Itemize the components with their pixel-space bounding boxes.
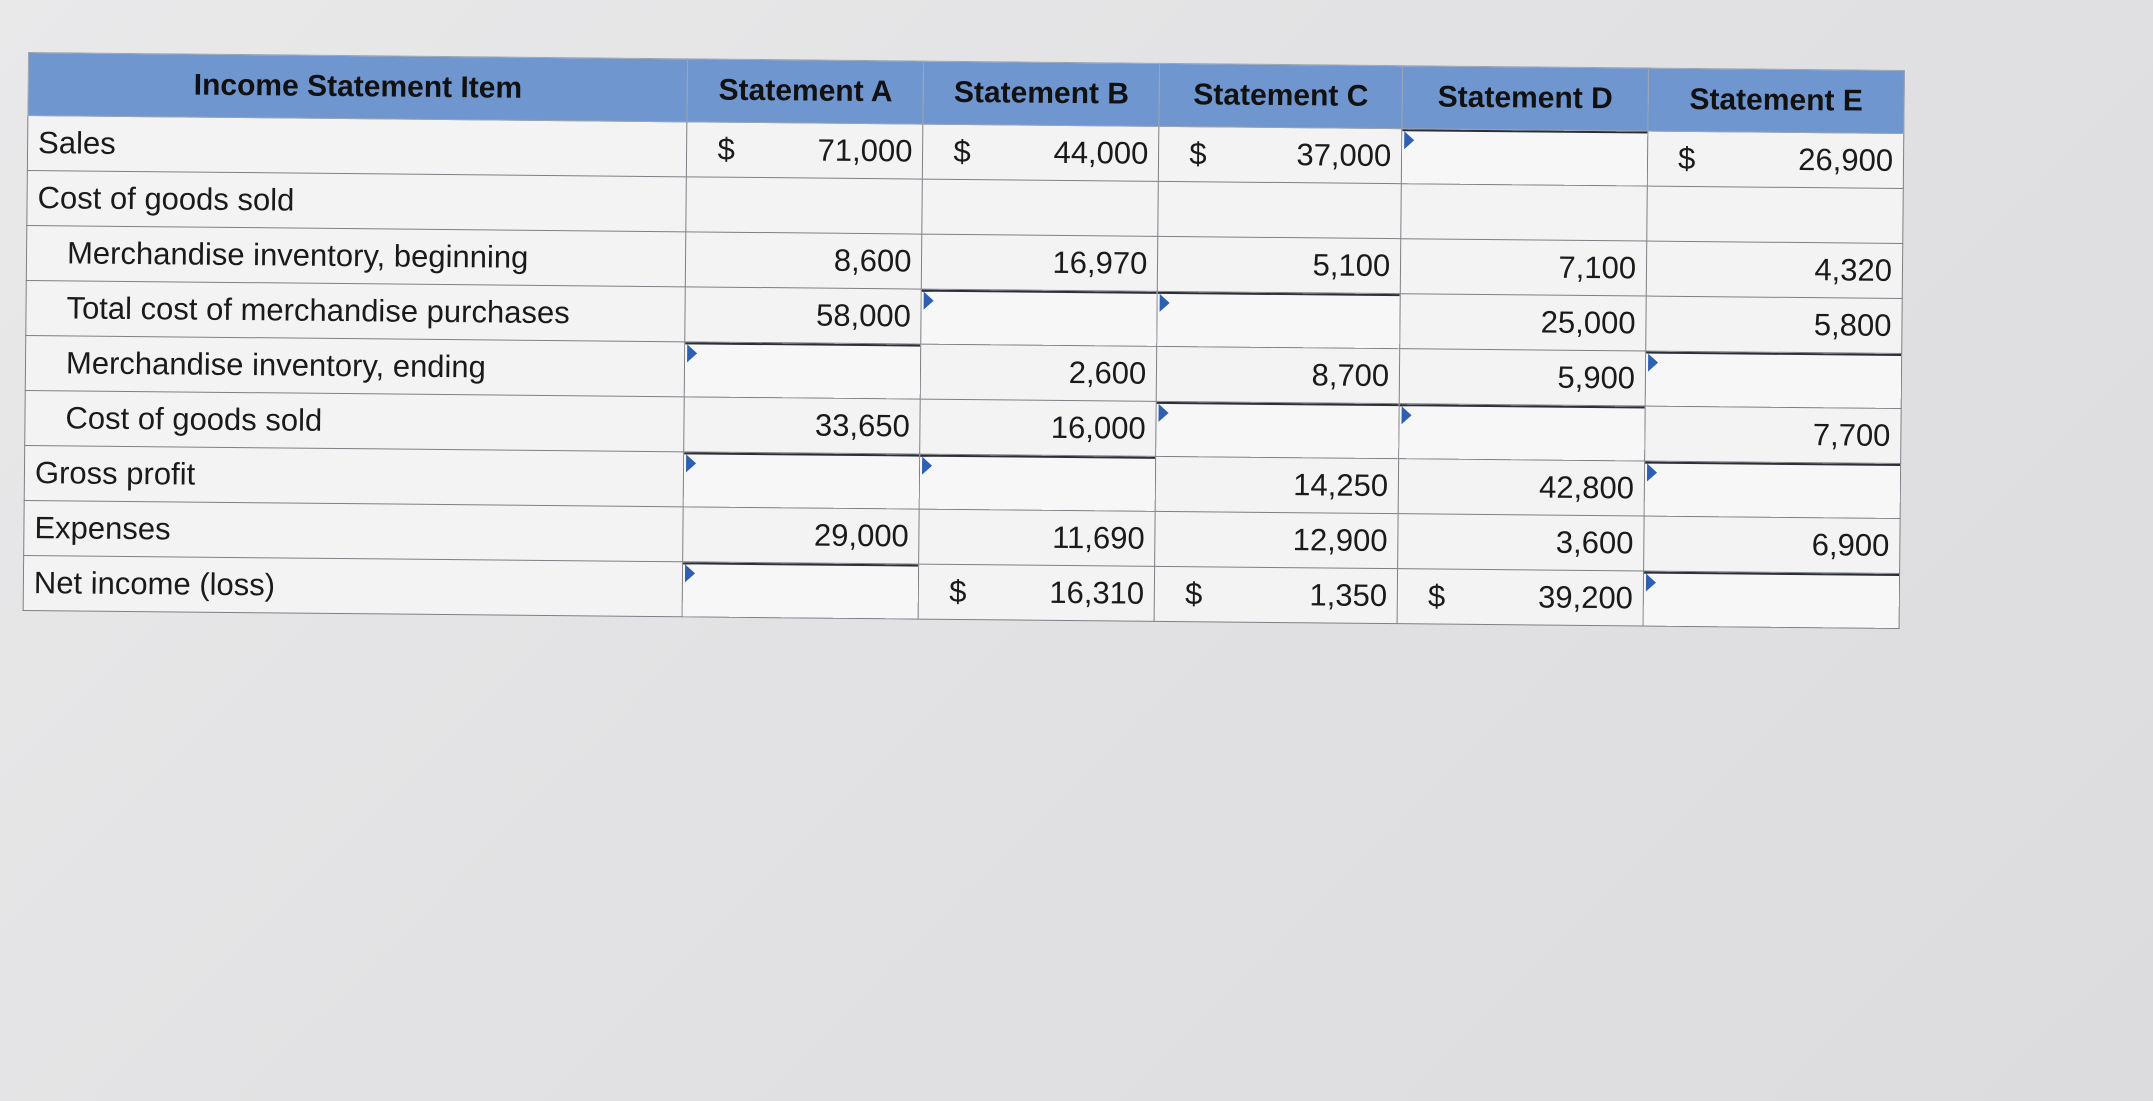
value-cell-statement-e: [1644, 516, 1900, 573]
value-cell-statement-e: [1646, 241, 1902, 298]
answer-input-statement-b[interactable]: [920, 454, 1156, 511]
value-cell-statement-d: [1398, 514, 1644, 571]
cell-value: 8,700: [1311, 357, 1390, 394]
column-header-item: Income Statement Item: [28, 53, 688, 122]
value-cell-statement-a: [686, 177, 922, 234]
input-marker-icon: [1159, 404, 1169, 422]
value-cell-statement-b: [920, 399, 1156, 456]
value-cell-statement-e: [1647, 186, 1903, 243]
answer-input-statement-e[interactable]: [1643, 571, 1899, 628]
value-cell-statement-e: [1647, 131, 1903, 188]
row-label: Expenses: [24, 500, 684, 561]
column-header-statement-d: Statement D: [1402, 66, 1648, 131]
answer-input-statement-b[interactable]: [921, 289, 1157, 346]
answer-input-statement-e[interactable]: [1644, 461, 1900, 518]
cell-value: 2,600: [1068, 355, 1147, 391]
value-cell-statement-e: [1645, 406, 1901, 463]
cell-value: 25,000: [1540, 304, 1636, 341]
dollar-sign: $: [1189, 136, 1207, 172]
value-cell-statement-c: [1154, 566, 1397, 623]
input-marker-icon: [688, 344, 698, 362]
value-cell-statement-b: [922, 234, 1158, 291]
cell-value: 5,800: [1813, 307, 1892, 343]
cell-value: 5,100: [1312, 247, 1391, 284]
column-header-statement-b: Statement B: [923, 61, 1160, 126]
cell-value: 44,000: [1053, 134, 1149, 171]
cell-value: 39,200: [1537, 579, 1634, 616]
value-cell-statement-e: [1646, 296, 1902, 353]
dollar-sign: $: [1427, 578, 1446, 614]
value-cell-statement-d: [1400, 294, 1646, 351]
value-cell-statement-c: [1155, 511, 1398, 568]
value-cell-statement-c: [1158, 236, 1401, 293]
input-marker-icon: [686, 454, 696, 472]
column-header-statement-c: Statement C: [1159, 63, 1402, 128]
row-label: Cost of goods sold: [27, 170, 687, 231]
value-cell-statement-b: [921, 344, 1157, 401]
answer-input-statement-a[interactable]: [685, 342, 921, 399]
cell-value: 71,000: [817, 132, 913, 169]
dollar-sign: $: [949, 573, 967, 610]
cell-value: 16,310: [1049, 574, 1145, 611]
cell-value: 14,250: [1293, 467, 1389, 504]
answer-input-statement-a[interactable]: [683, 562, 919, 619]
dollar-sign: $: [953, 133, 971, 170]
value-cell-statement-b: [922, 179, 1158, 236]
cell-value: 33,650: [814, 407, 911, 444]
answer-input-statement-d[interactable]: [1401, 129, 1647, 186]
value-cell-statement-a: [685, 287, 921, 344]
cell-value: 26,900: [1798, 141, 1894, 178]
income-statement-table: [23, 52, 1905, 629]
cell-value: 29,000: [813, 517, 909, 554]
dollar-sign: $: [1184, 576, 1203, 612]
value-cell-statement-c: [1159, 126, 1402, 183]
column-header-statement-e: Statement E: [1648, 68, 1905, 133]
row-label: Merchandise inventory, beginning: [26, 225, 686, 286]
cell-value: 58,000: [815, 297, 912, 334]
row-label: Cost of goods sold: [25, 390, 685, 451]
dollar-sign: $: [1677, 140, 1696, 177]
row-label: Sales: [27, 116, 687, 177]
cell-value: 8,600: [833, 242, 912, 279]
value-cell-statement-b: [918, 564, 1154, 621]
value-cell-statement-d: [1401, 184, 1647, 241]
value-cell-statement-b: [919, 509, 1155, 566]
income-statement-table-container: [23, 52, 1905, 629]
cell-value: 12,900: [1292, 522, 1388, 559]
value-cell-statement-c: [1155, 456, 1398, 513]
value-cell-statement-d: [1397, 569, 1643, 626]
answer-input-statement-c[interactable]: [1156, 401, 1399, 458]
row-label: Total cost of merchandise purchases: [26, 280, 686, 341]
cell-value: 7,700: [1812, 417, 1891, 453]
value-cell-statement-a: [683, 507, 919, 564]
cell-value: 42,800: [1538, 469, 1635, 506]
value-cell-statement-c: [1158, 181, 1401, 238]
value-cell-statement-c: [1156, 346, 1399, 403]
cell-value: 16,000: [1050, 409, 1146, 446]
value-cell-statement-a: [687, 122, 923, 179]
dollar-sign: $: [717, 131, 736, 167]
answer-input-statement-e[interactable]: [1645, 351, 1901, 408]
input-marker-icon: [1160, 294, 1170, 312]
column-header-statement-a: Statement A: [687, 59, 924, 124]
cell-value: 1,350: [1309, 577, 1388, 614]
cell-value: 5,900: [1557, 359, 1636, 396]
value-cell-statement-d: [1398, 459, 1644, 516]
input-marker-icon: [1646, 574, 1656, 592]
input-marker-icon: [1402, 406, 1412, 424]
row-label: Merchandise inventory, ending: [25, 335, 685, 396]
cell-value: 11,690: [1052, 519, 1145, 556]
answer-input-statement-a[interactable]: [684, 452, 920, 509]
value-cell-statement-d: [1400, 239, 1646, 296]
input-marker-icon: [1647, 464, 1657, 482]
value-cell-statement-b: [923, 124, 1159, 181]
answer-input-statement-c[interactable]: [1157, 291, 1400, 348]
cell-value: 7,100: [1558, 249, 1637, 286]
input-marker-icon: [1404, 131, 1414, 149]
cell-value: 6,900: [1811, 527, 1890, 563]
cell-value: 3,600: [1555, 524, 1634, 561]
input-marker-icon: [922, 457, 932, 475]
input-marker-icon: [1648, 354, 1658, 372]
input-marker-icon: [685, 564, 695, 582]
value-cell-statement-a: [686, 232, 922, 289]
cell-value: 37,000: [1296, 137, 1392, 174]
value-cell-statement-d: [1399, 349, 1645, 406]
cell-value: 16,970: [1052, 244, 1148, 281]
row-label: Gross profit: [24, 445, 684, 506]
row-label: Net income (loss): [23, 555, 683, 616]
cell-value: 4,320: [1814, 252, 1893, 288]
value-cell-statement-a: [684, 397, 920, 454]
input-marker-icon: [924, 292, 934, 310]
answer-input-statement-d[interactable]: [1399, 404, 1645, 461]
